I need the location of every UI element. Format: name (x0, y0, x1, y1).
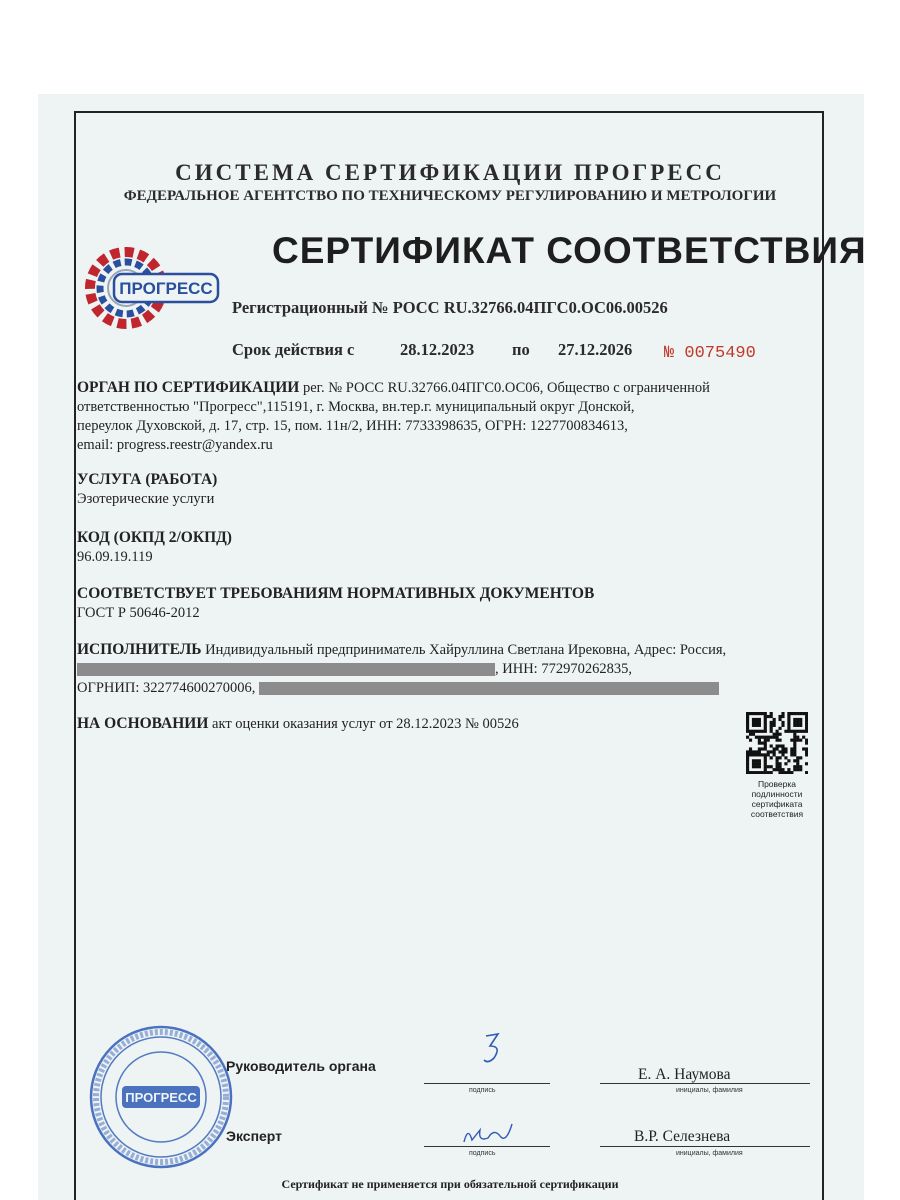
progress-logo (78, 238, 228, 338)
organ-line-1: рег. № РОСС RU.32766.04ПГС0.ОС06, Общество с ограниченной (299, 380, 710, 396)
executor-section (77, 640, 787, 698)
basis-value: акт оценки оказания услуг от 28.12.2023 № 00526 (208, 716, 519, 732)
validity-from-date: 28.12.2023 (400, 340, 475, 359)
service-section (77, 470, 787, 509)
executor-ogrnip: ОГРНИП: 322774600270006, (77, 680, 256, 696)
code-heading: КОД (ОКПД 2/ОКПД) (77, 529, 232, 546)
validity-to-label: по (512, 340, 530, 359)
service-heading: УСЛУГА (РАБОТА) (77, 471, 218, 488)
head-of-body-label: Руководитель органа (226, 1058, 376, 1074)
head-sign-line (424, 1083, 550, 1084)
agency-name: ФЕДЕРАЛЬНОЕ АГЕНТСТВО ПО ТЕХНИЧЕСКОМУ РЕГУЛИРОВАНИЮ И МЕТРОЛОГИИ (123, 188, 777, 204)
organ-heading: ОРГАН ПО СЕРТИФИКАЦИИ (77, 379, 300, 396)
validity-from-label: Срок действия с (232, 340, 355, 359)
expert-sign-caption: подпись (469, 1150, 496, 1157)
expert-name: В.Р. Селезнева (634, 1128, 731, 1145)
redacted-address (77, 663, 495, 676)
qr-code[interactable] (746, 712, 808, 774)
footer-note: Сертификат не применяется при обязательной сертификации (281, 1177, 619, 1191)
head-name-caption: инициалы, фамилия (676, 1087, 743, 1094)
stamp-logo-text: ПРОГРЕСС (125, 1090, 197, 1105)
organ-email: email: progress.reestr@yandex.ru (77, 437, 273, 453)
logo-text: ПРОГРЕСС (119, 279, 213, 298)
basis-heading: НА ОСНОВАНИИ (77, 715, 209, 732)
expert-sign-line (424, 1146, 550, 1147)
validity-to-date: 27.12.2026 (558, 340, 633, 359)
code-value: 96.09.19.119 (77, 549, 153, 565)
conformity-section (77, 584, 787, 623)
code-section (77, 528, 787, 567)
organ-line-3: переулок Духовской, д. 17, стр. 15, пом. 11н/2, ИНН: 7733398635, ОГРН: 1227700834613, (77, 418, 628, 434)
executor-line-1: Индивидуальный предприниматель Хайруллина Светлана Ирековна, Адрес: Россия, (201, 642, 727, 658)
conformity-value: ГОСТ Р 50646-2012 (77, 605, 200, 621)
expert-name-caption: инициалы, фамилия (676, 1150, 743, 1157)
conformity-heading: СООТВЕТСТВУЕТ ТРЕБОВАНИЯМ НОРМАТИВНЫХ ДОКУМЕНТОВ (77, 585, 595, 602)
head-signature (476, 1030, 516, 1075)
expert-label: Эксперт (226, 1128, 283, 1144)
redacted-details (259, 682, 719, 695)
service-value: Эзотерические услуги (77, 491, 215, 507)
executor-heading: ИСПОЛНИТЕЛЬ (77, 641, 202, 658)
organ-line-2: ответственностью "Прогресс",115191, г. Москва, вн.тер.г. муниципальный округ Донской, (77, 399, 635, 415)
head-name-line (600, 1083, 810, 1084)
official-stamp (86, 1022, 236, 1172)
certificate-title: СЕРТИФИКАТ СООТВЕТСТВИЯ (272, 230, 867, 271)
qr-caption: Проверка подлинности сертификата соответствия (750, 779, 804, 819)
certification-body-section (77, 378, 787, 455)
head-sign-caption: подпись (469, 1087, 496, 1094)
head-name: Е. А. Наумова (638, 1066, 731, 1083)
serial-number: № 0075490 (664, 344, 756, 363)
expert-name-line (600, 1146, 810, 1147)
registration-number: Регистрационный № РОСС RU.32766.04ПГС0.ОС06.00526 (232, 298, 668, 317)
executor-inn: , ИНН: 772970262835, (495, 661, 632, 677)
basis-section (77, 714, 787, 734)
certification-system-title: СИСТЕМА СЕРТИФИКАЦИИ ПРОГРЕСС (175, 160, 725, 185)
